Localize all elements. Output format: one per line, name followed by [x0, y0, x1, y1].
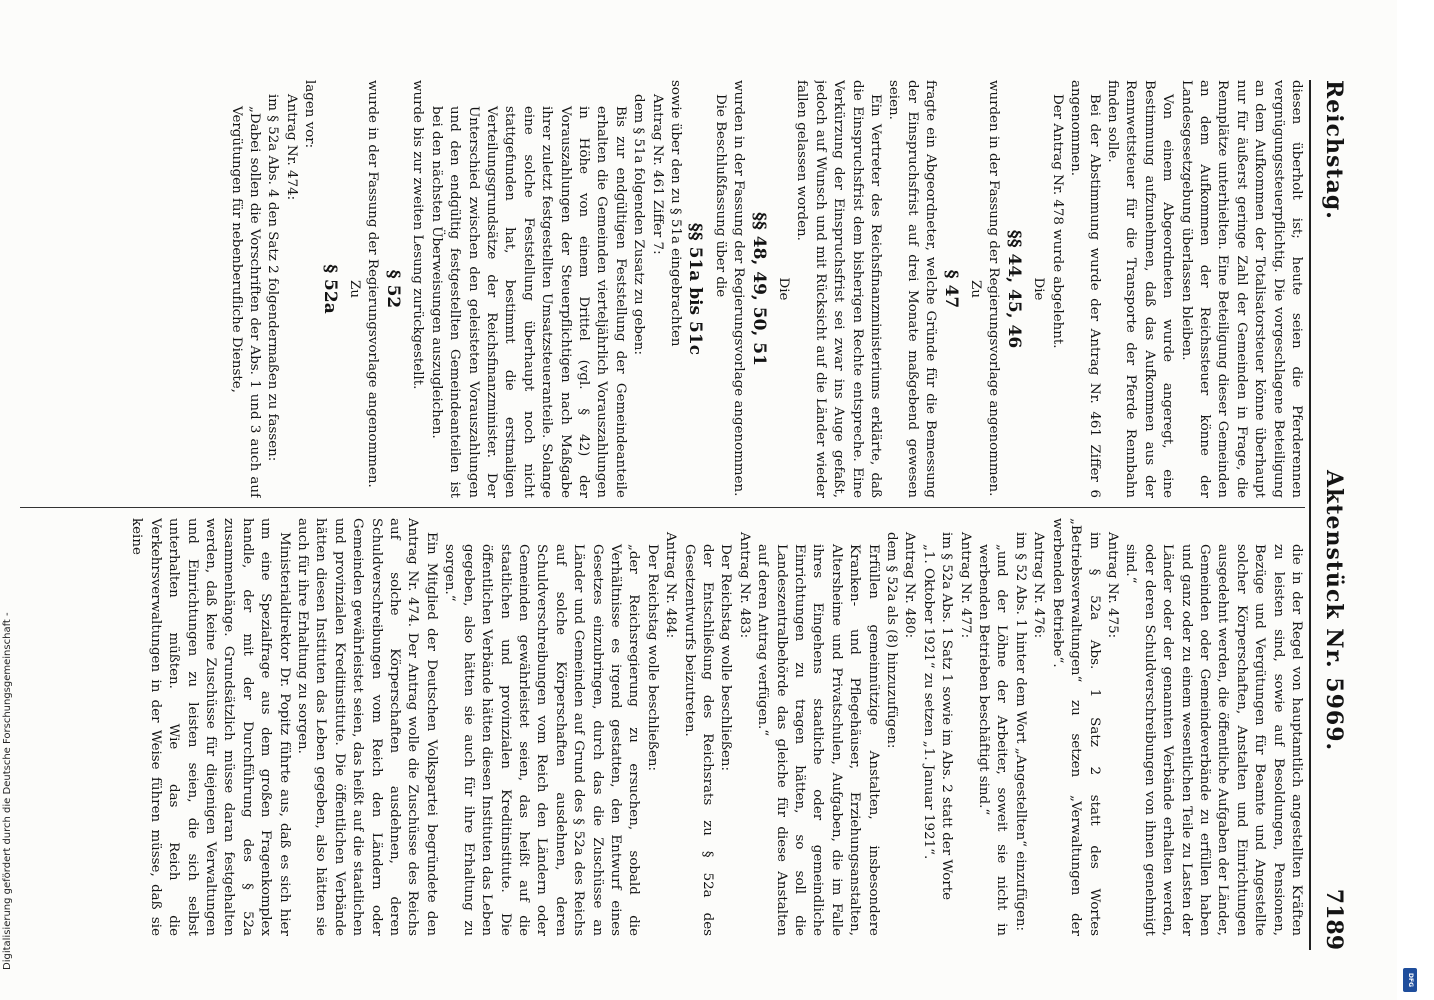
paragraph: fragte ein Abgeordneter, welche Gründe für die Bemessung der Einspruchsfrist auf drei Monate maßgebend gewesen seien. [886, 80, 939, 498]
section-heading: § 52a [319, 264, 340, 314]
centered-line: Zu [347, 280, 363, 298]
paragraph: im § 52a Abs. 1 Satz 1 sowie im Abs. 2 statt der Worte [939, 532, 955, 901]
paragraph: dem § 52a als (8) hinzuzufügen: [884, 532, 900, 749]
paragraph: Antrag Nr. 480: [902, 532, 918, 639]
paragraph: Der Antrag Nr. 478 wurde abgelehnt. [1049, 94, 1065, 349]
paragraph: im § 52a Abs. 1 Satz 2 statt des Wortes „Betriebsverwaltungen“ zu setzen „Verwaltungen der werbenden Betriebe“. [1049, 518, 1102, 936]
paragraph: die in der Regel von hauptamtlich angestellten Kräften zu leisten sind, sowie auf Besoldungen, Pensionen, Bezüge und Vergütungen für Beamte und Angestellte solcher Körperschaften, Anstalten und Einrichtungen ausgedehnt werden, die öffentliche Aufgaben der Länder, Gemeinden oder Gemeindeverbände zu erfüllen haben und ganz oder zu einem wesentlichen Teile zu Lasten der Länder oder der genannten Verbände erhalten werden, oder deren Schuldverschreibungen von ihnen genehmigt sind.“ [1123, 544, 1304, 936]
paragraph: „1. Oktober 1921“ zu setzen „1. Januar 1921“. [920, 544, 936, 860]
paragraph: „Dabei sollen die Vorschriften der Abs. 1 und 3 auch auf Vergütungen für nebenberufliche Dienste, [228, 106, 263, 498]
section-heading: § 52 [382, 269, 403, 309]
paragraph: sowie über den zu § 51a eingebrachten [668, 80, 683, 347]
paragraph: wurde bis zur zweiten Lesung zurückgestellt. [410, 80, 426, 390]
paragraph: wurden in der Fassung der Regierungsvorlage angenommen. [986, 80, 1002, 497]
paragraph: dem § 51a folgenden Zusatz zu geben: [631, 94, 647, 356]
header-institution: Reichstag. [1321, 80, 1347, 220]
paragraph: Antrag Nr. 475: [1104, 532, 1120, 639]
paragraph: Die Beschlußfassung über die [712, 94, 728, 298]
centered-line: Die [776, 277, 792, 301]
paragraph: wurde in der Fassung der Regierungsvorlage angenommen. [365, 80, 381, 488]
paragraph: der Entschließung des Reichsrats zu § 52a des Gesetzentwurfs beizutreten. [681, 544, 715, 936]
paragraph: Bei der Abstimmung wurde der Antrag Nr. 461 Ziffer 6 angenommen. [1068, 80, 1102, 498]
paragraph: Ein Mitglied der Deutschen Volkspartei begründete den Antrag Nr. 474. Der Antrag wolle die Zuschüsse des Reichs auf solche Körperschaften ausdehnen, deren Schuldverschreibungen vom Reich den Ländern oder Gemeinden gewährleistet seien, das heißt auf die staatlichen und provinzialen Kreditinstitute. Die öffentlichen Verbände hätten diesen Instituten das Leben gegeben, also hätten sie auch für ihre Erhaltung zu sorgen. [295, 518, 439, 936]
paragraph: Antrag Nr. 474: [283, 94, 299, 201]
section-heading: § 47 [940, 269, 961, 309]
paragraph: Antrag Nr. 461 Ziffer 7: [649, 94, 665, 255]
header-document-number: Aktenstück Nr. 5969. [1321, 470, 1347, 752]
centered-line: Zu [968, 280, 984, 298]
paragraph: wurden in der Fassung der Regierungsvorlage angenommen. [731, 80, 747, 497]
section-heading: §§ 44, 45, 46 [1003, 229, 1024, 349]
digitization-credit: Digitalisierung gefördert durch die Deutsche Forschungsgemeinschaft - [2, 612, 13, 970]
paragraph: Antrag Nr. 477: [957, 532, 973, 639]
paragraph: Bis zur endgültigen Feststellung der Gemeindeanteile erhalten die Gemeinden vierteljährlich Vorauszahlungen in Höhe von einem Drittel (vgl. § 42) der Vorauszahlungen der Steuerpflichtigen nach Maßgabe ihrer zuletzt festgestellten Umsatzsteueranteile. Solange eine solche Feststellung überhaupt noch nicht stattgefunden hat, bestimmt die erstmaligen Verteilungsgrundsätze der Reichsfinanzminister. Der Unterschied zwischen den geleisteten Vorauszahlungen und den endgültig festgestellten Gemeindeanteilen ist bei den nächsten Überweisungen auszugleichen. [428, 106, 628, 498]
paragraph: Antrag Nr. 483: [736, 532, 752, 639]
text-column-left [15, 80, 1305, 498]
centered-line: Die [1031, 277, 1047, 301]
dfg-logo: DFG [1403, 968, 1417, 992]
paragraph: Erfüllen gemeinnützige Anstalten, insbesondere Kranken- und Pflegehäuser, Erziehungsanstalten, Altersheime und Privatschulen, Aufgaben, die im Falle ihres Eingehens staatliche oder gemeindliche Einrichtungen zu tragen hätten, so soll die Landeszentralbehörde das gleiche für diese Anstalten auf deren Antrag verfügen.“ [755, 544, 881, 936]
column-divider [20, 507, 1305, 508]
paragraph: lagen vor: [302, 80, 318, 149]
header-rule [1309, 80, 1311, 950]
section-heading: §§ 48, 49, 50, 51 [748, 212, 769, 366]
page-header [1313, 80, 1347, 950]
paragraph: Ein Vertreter des Reichsfinanzministeriums erklärte, daß die Einspruchsfrist dem bisherigen Rechte entspreche. Eine Verkürzung der Einspruchsfrist sei zwar ins Auge gefaßt, jedoch auf Wunsch und mit Rücksicht auf die Länder wieder fallen gelassen worden. [794, 80, 884, 498]
section-heading: §§ 51a bis 51c [685, 222, 706, 356]
paragraph: im § 52a Abs. 4 den Satz 2 folgendermaßen zu fassen: [265, 94, 281, 462]
paragraph: im § 52 Abs. 1 hinter dem Wort „Angestellten“ einzufügen: [1012, 532, 1028, 932]
paragraph: Von einem Abgeordneten wurde angeregt, eine Bestimmung aufzunehmen, daß das Aufkommen aus der Rennwettsteuer für die Transporte der Pferde Rennbahn finden solle. [1104, 80, 1176, 498]
paragraph: „der Reichsregierung zu ersuchen, sobald die Verhältnisse es irgend gestatten, den Entwurf eines Gesetzes einzubringen, durch das die Zuschüsse an Länder und Gemeinden auf Grund des § 52a des Reichs auf solche Körperschaften ausdehnen, deren Schuldverschreibungen vom Reich den Ländern oder Gemeinden gewährleistet seien, das heißt auf die staatlichen und provinzialen Kreditinstitute. Die öffentlichen Verbände hätten diesen Instituten das Leben gegeben, also hätten sie auch für ihre Erhaltung zu sorgen.“ [442, 544, 642, 936]
page-number: 7189 [1321, 888, 1347, 950]
paragraph: „und der Löhne der Arbeiter, soweit sie nicht in werbenden Betrieben beschäftigt sind.“ [976, 544, 1010, 936]
paragraph: Antrag Nr. 484: [663, 532, 679, 639]
text-column-right [15, 518, 1305, 936]
paragraph: Antrag Nr. 476: [1031, 532, 1047, 639]
paragraph: diesen überholt ist; heute seien die Pferderennen vergnügungssteuerpflichtig. Die vorgeschlagene Beteiligung an dem Aufkommen der Totalisatorsteuer könne überhaupt nur für äußerst geringe Zahl der Gemeinden in Frage, die Rennplätze unterhielten. Eine Beteiligung dieser Gemeinden an dem Aufkommen der Reichssteuer könne der Landesgesetzgebung überlassen bleiben. [1178, 80, 1304, 498]
paragraph: Ministerialdirektor Dr. Popitz führte aus, daß es sich hier um eine Spezialfrage aus dem großen Fragenkomplex handle, der mit der Durchführung des § 52a zusammenhänge. Grundsätzlich müsse daran festgehalten werden, daß keine Zuschüsse für diejenigen Verwaltungen und Einrichtungen zu leisten seien, die sich selbst unterhalten müßten. Wie das Reich die Verkehrsverwaltungen in der Weise führen müsse, daß sie keine [129, 518, 292, 936]
paragraph: Der Reichstag wolle beschließen: [718, 544, 734, 772]
paragraph: Der Reichstag wolle beschließen: [644, 544, 660, 772]
